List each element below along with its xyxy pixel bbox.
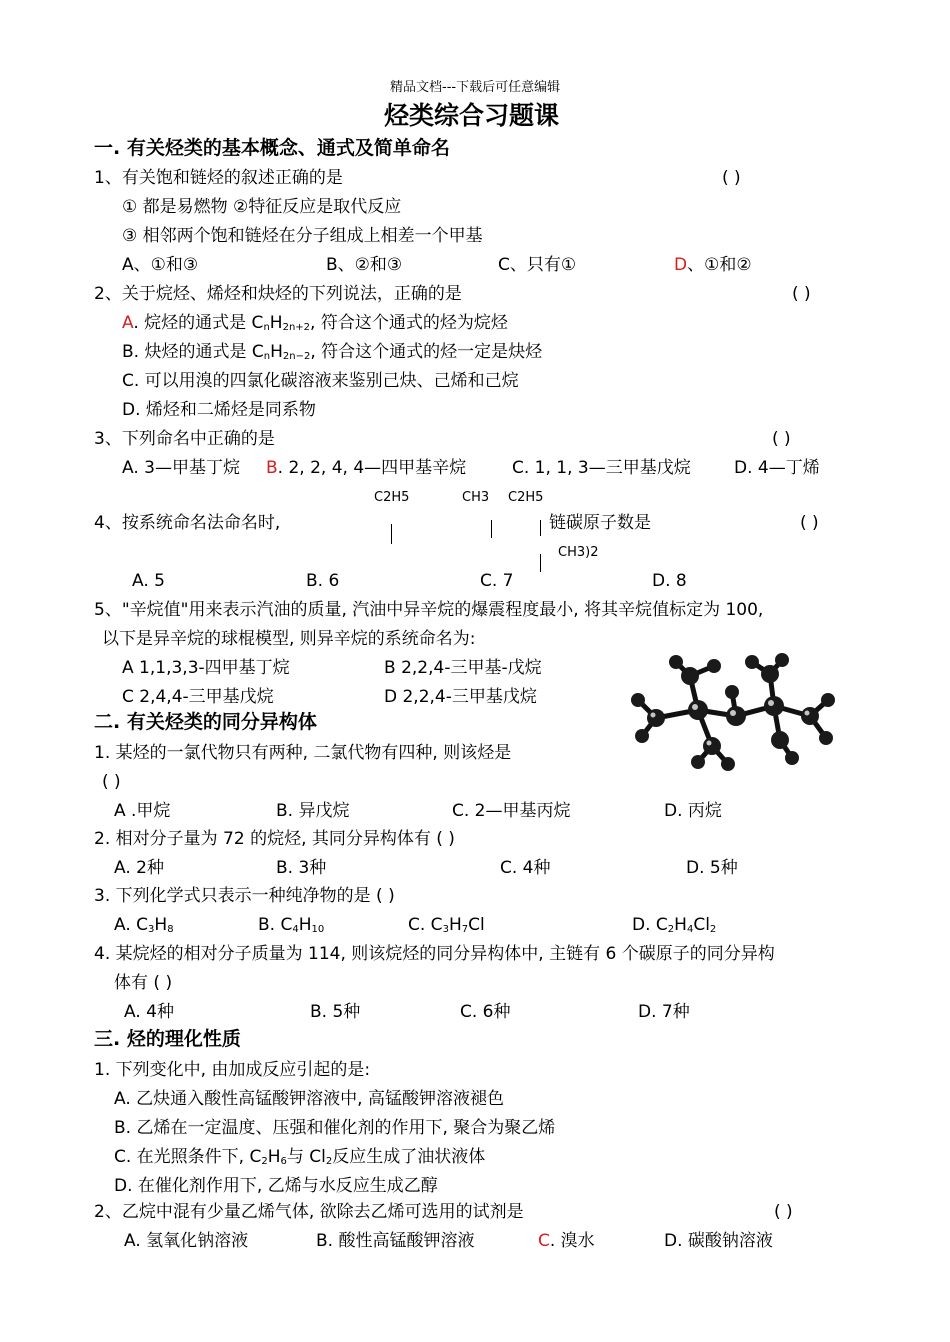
- q1-3-option-d: D. 4—丁烯: [734, 458, 820, 478]
- q1-2-a-h: H: [269, 313, 283, 333]
- q1-1-stem: 1、有关饱和链烃的叙述正确的是: [94, 168, 343, 188]
- q1-1-option-c: C、只有①: [498, 255, 577, 275]
- q3-2-option-c: [538, 1229, 595, 1253]
- q3-1-option-a: A. 乙炔通入酸性高锰酸钾溶液中, 高锰酸钾溶液褪色: [114, 1089, 504, 1109]
- q1-2-option-d: D. 烯烃和二烯烃是同系物: [122, 400, 316, 420]
- q3-2-answer-mark: C: [538, 1231, 550, 1251]
- q1-2-b-h: H: [270, 342, 283, 362]
- q1-4-option-d: D. 8: [652, 571, 687, 591]
- q2-4-option-a: A. 4种: [124, 1002, 174, 1022]
- q2-3-c-h: H: [448, 915, 462, 935]
- q2-1-option-d: D. 丙烷: [664, 801, 722, 821]
- q2-4-option-b: B. 5种: [310, 1002, 361, 1022]
- q2-3-d-h: H: [674, 915, 687, 935]
- page-header-note: 精品文档---下载后可任意编辑: [390, 80, 561, 95]
- q1-2-option-b: [122, 340, 542, 364]
- q2-3-option-c: [408, 913, 485, 937]
- q2-3-c-sub-2: 7: [461, 924, 469, 935]
- q3-1-c-h: H: [267, 1147, 281, 1167]
- section-heading-2: 二. 有关烃类的同分异构体: [94, 711, 317, 733]
- page-title: 烃类综合习题课: [384, 101, 560, 130]
- q1-3-answer-paren: ( ): [772, 429, 791, 449]
- q1-2-b-sub-n: n: [263, 351, 271, 362]
- q2-3-d-sub-3: 2: [709, 924, 717, 935]
- q1-3-option-c: C. 1, 1, 3—三甲基戊烷: [512, 458, 691, 478]
- q1-5-option-d: D 2,2,4-三甲基戊烷: [384, 687, 537, 707]
- q2-3-c-text: C. C: [408, 915, 443, 935]
- q1-4-bond-2: [491, 520, 492, 538]
- q1-1-option-a: A、①和③: [122, 255, 199, 275]
- q3-1-option-b: B. 乙烯在一定温度、压强和催化剂的作用下, 聚合为聚乙烯: [114, 1118, 556, 1138]
- q3-2-answer-paren: ( ): [774, 1202, 793, 1222]
- q1-2-answer-mark: A: [122, 313, 134, 333]
- q1-5-option-b: B 2,2,4-三甲基-戊烷: [384, 658, 542, 678]
- q1-2-b-sub: 2n−2: [282, 351, 311, 362]
- isooctane-ball-stick-model: [628, 652, 840, 774]
- q2-1-option-c: C. 2—甲基丙烷: [452, 801, 571, 821]
- q1-2-a-sub: 2n+2: [282, 322, 311, 333]
- q2-1-option-a: A .甲烷: [114, 801, 171, 821]
- q1-5-option-a: A 1,1,3,3-四甲基丁烷: [122, 658, 290, 678]
- q1-1-statement-1: ① 都是易燃物 ②特征反应是取代反应: [122, 197, 402, 217]
- q2-3-c-sub-1: 3: [442, 924, 449, 935]
- q2-3-d-sub-1: 2: [667, 924, 675, 935]
- q1-3-option-b: [266, 456, 466, 480]
- q2-3-a-text: A. C: [114, 915, 149, 935]
- q2-3-b-sub-2: 10: [311, 924, 325, 935]
- q2-2-option-a: A. 2种: [114, 858, 164, 878]
- q1-3-stem: 3、下列命名中正确的是: [94, 429, 275, 449]
- q3-2-option-d: D. 碳酸钠溶液: [664, 1231, 773, 1251]
- q3-2-option-a: A. 氢氧化钠溶液: [124, 1231, 249, 1251]
- q1-1-option-b: B、②和③: [326, 255, 403, 275]
- q2-3-option-a: [114, 913, 174, 937]
- q1-3-answer-mark: B: [266, 458, 278, 478]
- q3-1-c-sub-1: 2: [261, 1156, 268, 1167]
- q2-3-d-text: D. C: [632, 915, 668, 935]
- q1-4-chain-tail: CH3)2: [558, 545, 599, 560]
- q2-3-a-h: H: [154, 915, 168, 935]
- section-heading-1: 一. 有关烃类的基本概念、通式及简单命名: [94, 137, 450, 159]
- q1-4-option-b: B. 6: [306, 571, 340, 591]
- q2-1-option-b: B. 异戊烷: [276, 801, 350, 821]
- q1-1-option-d-text: 、①和②: [687, 255, 752, 275]
- q2-3-d-sub-2: 4: [686, 924, 694, 935]
- q2-3-b-sub-1: 4: [292, 924, 299, 935]
- q2-4-option-d: D. 7种: [638, 1002, 690, 1022]
- q1-5-option-c: C 2,4,4-三甲基戊烷: [122, 687, 274, 707]
- q2-2-stem: 2. 相对分子量为 72 的烷烃, 其同分异构体有 ( ): [94, 829, 455, 849]
- q1-1-answer-mark: D: [674, 255, 688, 275]
- q3-2-option-b: B. 酸性高锰酸钾溶液: [316, 1231, 475, 1251]
- q1-4-bond-4: [540, 554, 541, 572]
- q1-2-answer-paren: ( ): [792, 284, 811, 304]
- q2-3-option-b: [258, 913, 324, 937]
- q1-3-option-b-text: . 2, 2, 4, 4—四甲基辛烷: [277, 458, 467, 478]
- q1-2-stem: 2、关于烷烃、烯烃和炔烃的下列说法，正确的是: [94, 284, 462, 304]
- q1-5-stem-line-1: 5、"辛烷值"用来表示汽油的质量, 汽油中异辛烷的爆震程度最小, 将其辛烷值标定为 100,: [94, 600, 764, 620]
- q2-3-c-cl: Cl: [468, 915, 485, 935]
- q2-4-stem-line-1: 4. 某烷烃的相对分子质量为 114, 则该烷烃的同分异构体中, 主链有 6 个碳原子的同分异构: [94, 944, 775, 964]
- q1-2-b-text: B. 炔烃的通式是 C: [122, 342, 264, 362]
- q3-1-c-end: 反应生成了油状液体: [332, 1147, 486, 1167]
- q1-4-option-c: C. 7: [480, 571, 514, 591]
- q3-1-c-sub-2: 6: [280, 1156, 287, 1167]
- q1-4-stem-tail: 链碳原子数是: [549, 513, 651, 533]
- q2-3-b-h: H: [298, 915, 312, 935]
- q1-1-option-d: [674, 253, 752, 277]
- q2-4-stem-line-2: 体有 ( ): [114, 973, 173, 993]
- q1-2-option-a: [122, 311, 508, 335]
- q3-2-stem: 2、乙烷中混有少量乙烯气体, 欲除去乙烯可选用的试剂是: [94, 1202, 524, 1222]
- section-heading-3: 三. 烃的理化性质: [94, 1028, 241, 1050]
- q1-2-a-text: . 烷烃的通式是 C: [133, 313, 264, 333]
- q3-1-stem: 1. 下列变化中, 由加成反应引起的是:: [94, 1060, 371, 1080]
- q1-4-stem: 4、按系统命名法命名时,: [94, 513, 281, 533]
- q1-1-statement-2: ③ 相邻两个饱和链烃在分子组成上相差一个甲基: [122, 226, 483, 246]
- q1-4-bond-3: [540, 520, 541, 536]
- q1-2-b-post: , 符合这个通式的烃一定是炔烃: [310, 342, 543, 362]
- q1-2-option-c: C. 可以用溴的四氯化碳溶液来鉴别己炔、己烯和己烷: [122, 371, 519, 391]
- q2-3-b-text: B. C: [258, 915, 293, 935]
- q1-2-a-post: , 符合这个通式的烃为烷烃: [310, 313, 508, 333]
- q3-1-c-sub-3: 2: [325, 1156, 333, 1167]
- q2-2-option-d: D. 5种: [686, 858, 738, 878]
- q3-1-option-d: D. 在催化剂作用下, 乙烯与水反应生成乙醇: [114, 1176, 438, 1196]
- q3-1-option-c: [114, 1145, 485, 1169]
- q2-1-stem: 1. 某烃的一氯代物只有两种, 二氯代物有四种, 则该烃是: [94, 743, 512, 763]
- q2-3-a-sub-2: 8: [167, 924, 174, 935]
- q1-4-answer-paren: ( ): [800, 513, 819, 533]
- q1-4-option-a: A. 5: [132, 571, 165, 591]
- q1-4-substituent-2: CH3: [462, 490, 490, 505]
- q1-3-option-a: A. 3—甲基丁烷: [122, 458, 240, 478]
- q2-3-option-d: [632, 913, 716, 937]
- q2-3-d-cl: Cl: [693, 915, 710, 935]
- q1-4-substituent-3: C2H5: [508, 490, 544, 505]
- q2-2-option-b: B. 3种: [276, 858, 327, 878]
- q2-2-option-c: C. 4种: [500, 858, 551, 878]
- q2-3-a-sub-1: 3: [148, 924, 155, 935]
- q1-2-a-sub-n: n: [263, 322, 270, 333]
- q2-3-stem: 3. 下列化学式只表示一种纯净物的是 ( ): [94, 886, 395, 906]
- q3-1-c-text: C. 在光照条件下, C: [114, 1147, 262, 1167]
- q1-5-stem-line-2: 以下是异辛烷的球棍模型, 则异辛烷的系统命名为:: [102, 629, 476, 649]
- q3-2-option-c-text: . 溴水: [549, 1231, 595, 1251]
- q2-4-option-c: C. 6种: [460, 1002, 511, 1022]
- q1-1-answer-paren: ( ): [722, 168, 741, 188]
- q1-4-substituent-1: C2H5: [374, 490, 410, 505]
- q2-1-answer-paren: ( ): [102, 772, 121, 792]
- q3-1-c-post: 与 Cl: [286, 1147, 326, 1167]
- q1-4-bond-1: [391, 524, 392, 544]
